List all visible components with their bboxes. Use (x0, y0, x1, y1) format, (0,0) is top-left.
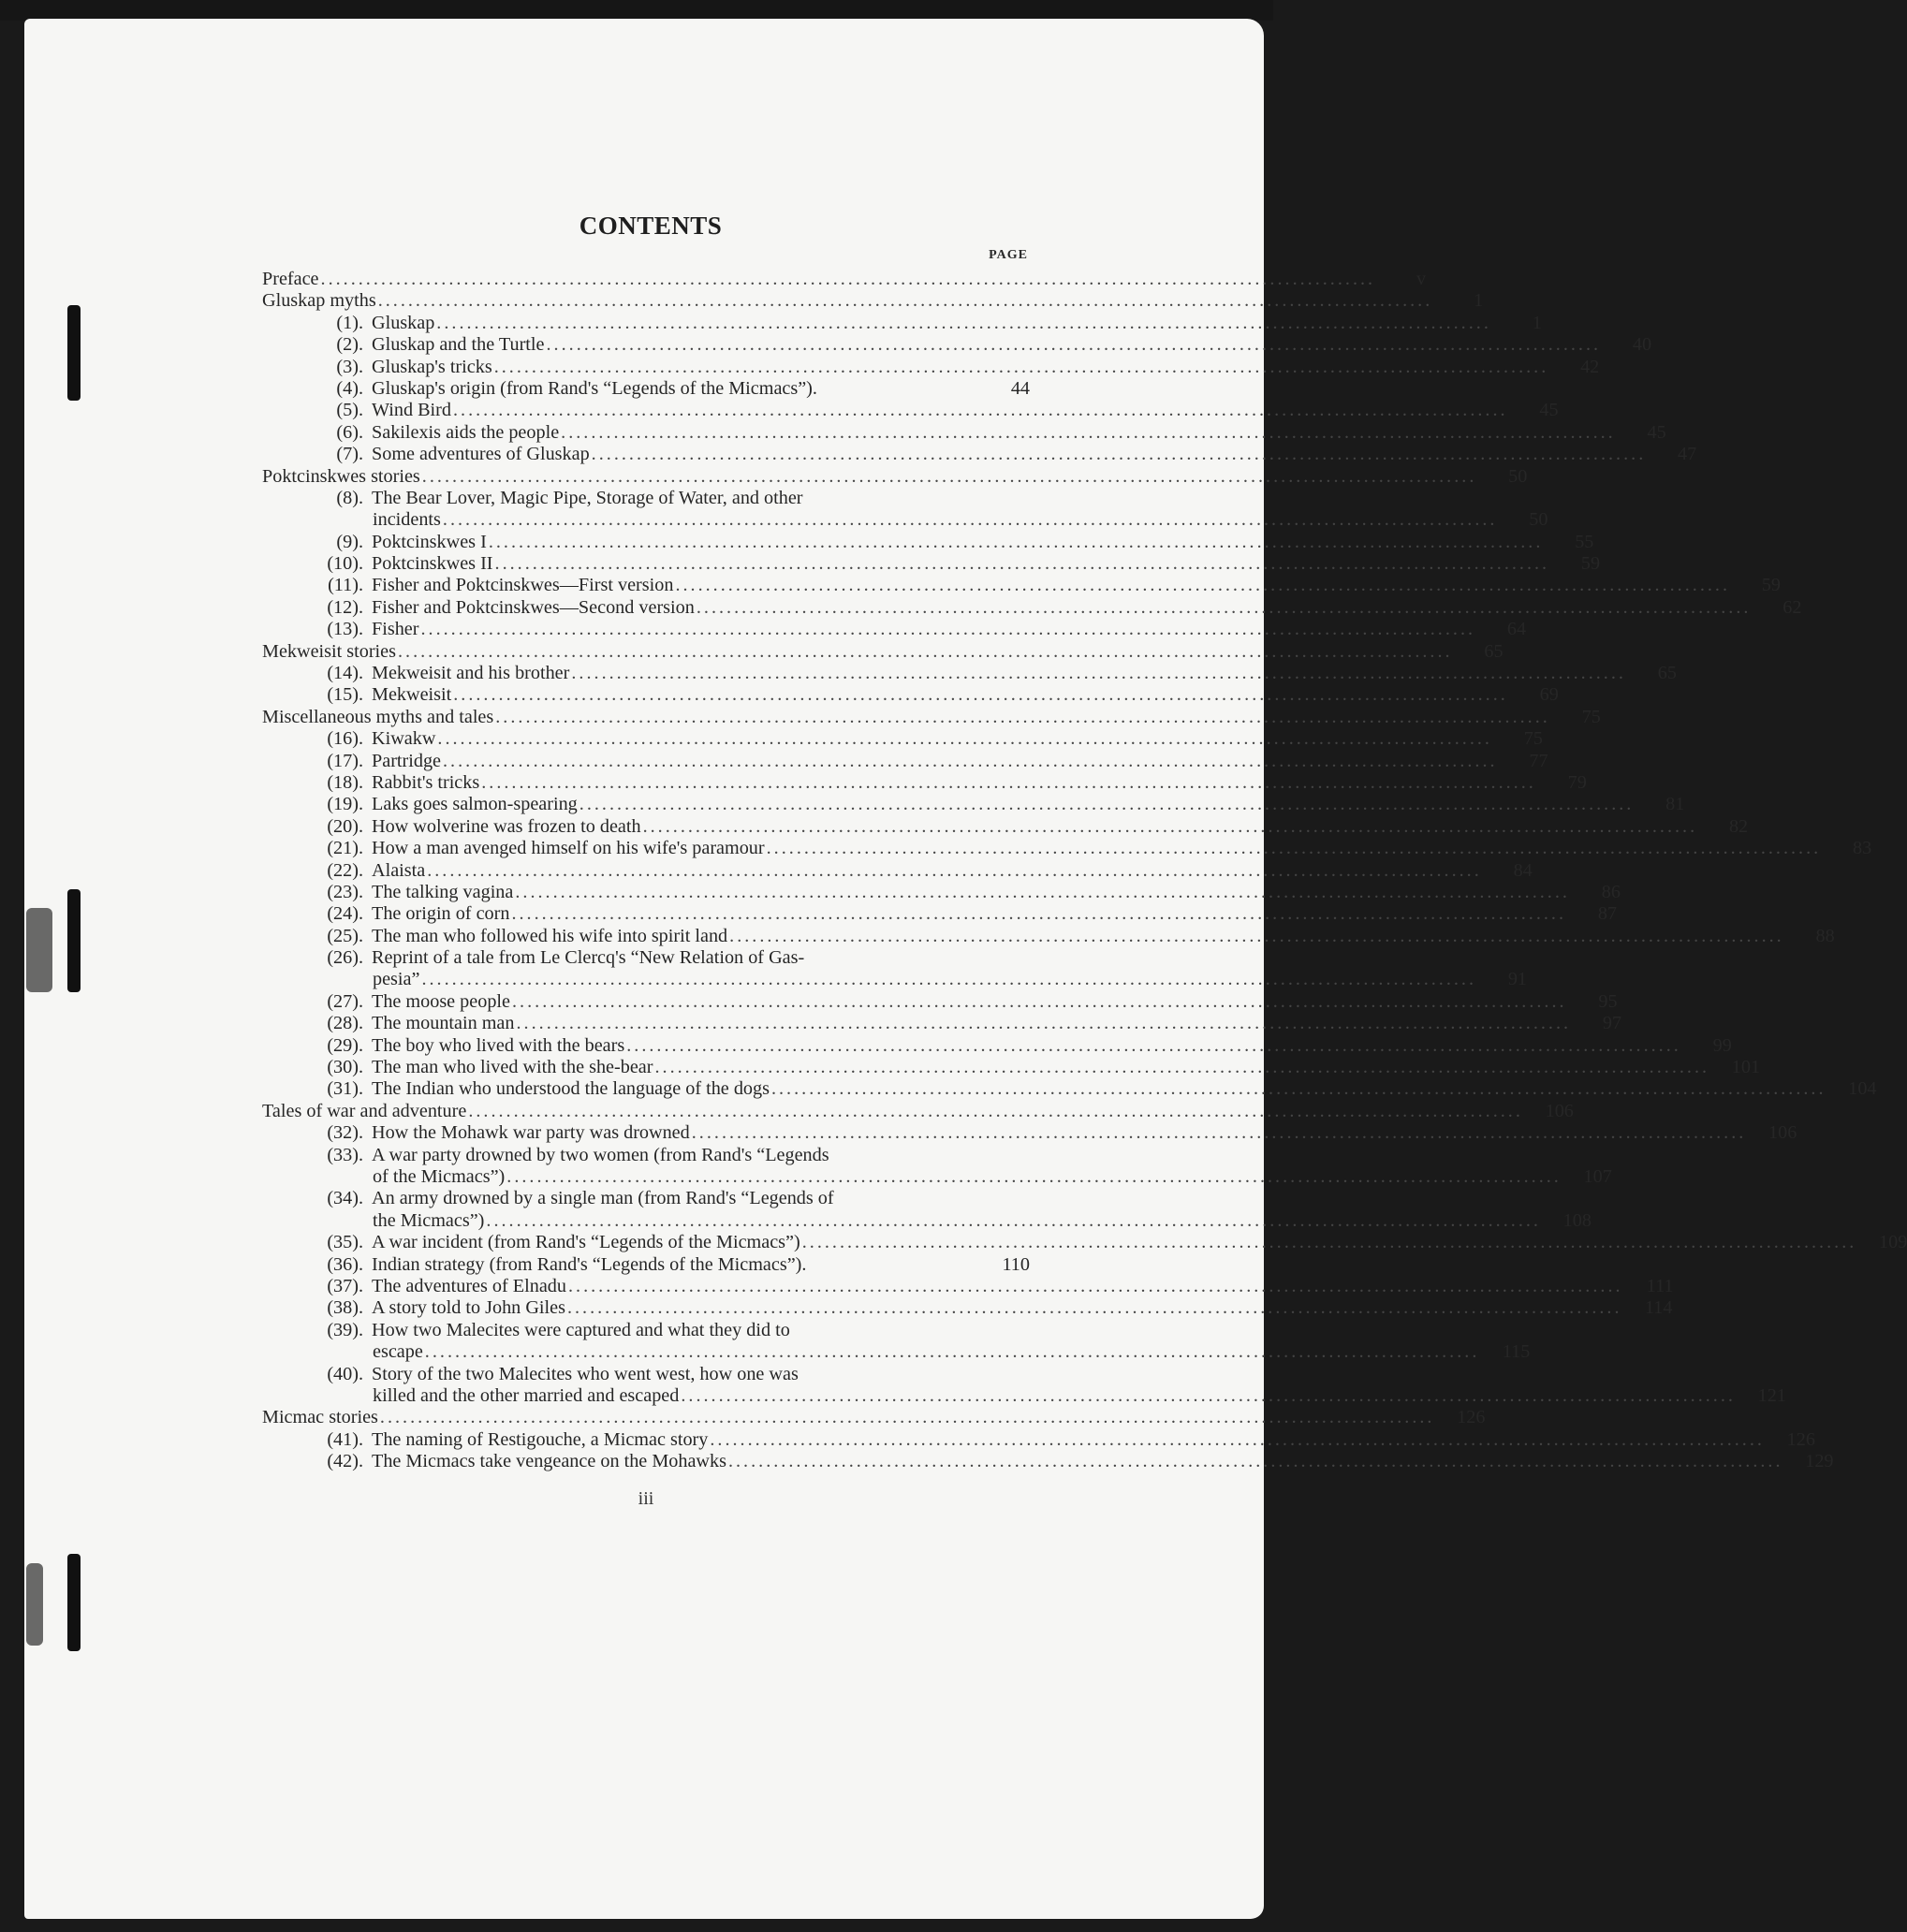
toc-dot-leader: ............................................................................................................................................ (654, 1057, 1710, 1078)
toc-dot-leader: ............................................................................................................................................ (453, 684, 1508, 706)
toc-dot-leader: ............................................................................................................................................ (766, 838, 1822, 859)
toc-item-row (262, 531, 1594, 553)
toc-item-row (262, 1232, 1907, 1253)
toc-item-row (262, 400, 1559, 421)
toc-item-row (262, 684, 1559, 706)
toc-dot-leader: ............................................................................................................................................ (696, 596, 1752, 618)
toc-entry-title: Alaista (372, 859, 426, 881)
toc-dot-leader: ............................................................................................................................................ (801, 1232, 1857, 1253)
toc-entry-title: Mekweisit stories (262, 640, 396, 662)
page-column-label: PAGE (989, 248, 1028, 262)
toc-page-number: 88 (1815, 925, 1835, 946)
toc-page-number: 97 (1602, 1013, 1622, 1034)
toc-dot-leader: ............................................................................................................................................ (320, 268, 1376, 289)
toc-entry-number: (18). (327, 771, 363, 793)
toc-section-row (262, 465, 1528, 488)
toc-entry-title: How wolverine was frozen to death (372, 815, 641, 837)
toc-entry-title: Poktcinskwes I (372, 531, 487, 552)
toc-entry-title: Micmac stories (262, 1407, 378, 1428)
toc-page-number: 45 (1647, 421, 1666, 443)
toc-page-number: 65 (1484, 640, 1504, 662)
toc-entry-title: Indian strategy (from Rand's “Legends of the Micmacs”). (372, 1253, 807, 1275)
toc-continuation-row (262, 1209, 1592, 1232)
toc-item-row (262, 838, 1872, 859)
toc-entry-number: (14). (327, 663, 363, 684)
toc-continuation-row (262, 1384, 1786, 1407)
toc-item-row (262, 619, 1527, 640)
toc-entry-number: (21). (327, 838, 363, 859)
toc-item-row (262, 1122, 1797, 1144)
toc-entry-number: (26). (327, 947, 363, 969)
toc-entry-title: of the Micmacs”) (373, 1166, 506, 1187)
toc-entry-number: (40). (327, 1363, 363, 1384)
toc-dot-leader: ............................................................................................................................................ (567, 1275, 1623, 1296)
toc-page-number: 79 (1567, 771, 1587, 793)
toc-section-row (262, 290, 1484, 312)
toc-entry-number: (41). (327, 1428, 363, 1450)
toc-page-number: 69 (1539, 684, 1559, 706)
toc-dot-leader: ............................................................................................................................................ (691, 1122, 1747, 1144)
toc-entry-number: (20). (327, 815, 363, 837)
toc-entry-number: (36). (327, 1253, 363, 1275)
toc-entry-title: Gluskap (372, 312, 435, 333)
toc-entry-number: (12). (327, 596, 363, 618)
toc-page-number: 115 (1502, 1341, 1531, 1363)
toc-entry-title: pesia” (373, 969, 420, 990)
toc-entry-title: Reprint of a tale from Le Clercq's “New Relation of Gas- (372, 947, 805, 969)
toc-dot-leader: ............................................................................................................................................ (424, 1341, 1480, 1363)
toc-entry-title: Kiwakw (372, 728, 436, 750)
binding-mark (67, 1554, 81, 1651)
toc-entry-title: The boy who lived with the bears (372, 1034, 625, 1056)
toc-dot-leader: ............................................................................................................................................ (436, 312, 1491, 333)
toc-entry-title: A story told to John Giles (372, 1297, 565, 1319)
toc-dot-leader: ............................................................................................................................................ (546, 334, 1602, 356)
toc-entry-title: Rabbit's tricks (372, 771, 480, 793)
toc-entry-number: (29). (327, 1034, 363, 1056)
toc-entry-title: The man who followed his wife into spirit land (372, 925, 728, 946)
toc-entry-title: An army drowned by a single man (from Rand's “Legends of (372, 1188, 834, 1209)
toc-page-number: 129 (1805, 1451, 1834, 1472)
toc-continuation-row (262, 509, 1548, 531)
toc-dot-leader: ............................................................................................................................................ (561, 421, 1616, 443)
toc-entry-title: Tales of war and adventure (262, 1100, 467, 1121)
toc-entry-title: Some adventures of Gluskap (372, 444, 590, 465)
toc-dot-leader: ............................................................................................................................................ (486, 1209, 1541, 1231)
toc-entry-title: Story of the two Malecites who went west, how one was (372, 1363, 799, 1384)
toc-entry-title: How a man avenged himself on his wife's paramour (372, 838, 765, 859)
toc-item-row (262, 1254, 1030, 1276)
toc-item-row (262, 1297, 1673, 1319)
toc-page-number: 109 (1879, 1232, 1907, 1253)
toc-item-row (262, 356, 1600, 378)
toc-page-number: 110 (1002, 1253, 1030, 1275)
toc-entry-title: The Micmacs take vengeance on the Mohawks (372, 1451, 726, 1472)
toc-page-number: 82 (1728, 815, 1749, 837)
toc-dot-leader: ............................................................................................................................................ (515, 881, 1570, 902)
toc-entry-title: incidents (373, 509, 441, 531)
toc-entry-title: Partridge (372, 750, 441, 771)
toc-entry-title: escape (373, 1341, 423, 1363)
toc-entry-title: Miscellaneous myths and tales (262, 706, 494, 727)
toc-page-number: 64 (1506, 619, 1527, 640)
toc-entry-number: (7). (336, 444, 363, 465)
toc-entry-number: (35). (327, 1232, 363, 1253)
toc-dot-leader: ............................................................................................................................................ (494, 553, 1550, 575)
toc-item-row (262, 925, 1835, 947)
toc-item-row (262, 771, 1587, 794)
toc-entry-number: (3). (336, 356, 363, 377)
toc-entry-number: (13). (327, 619, 363, 640)
toc-entry-number: (19). (327, 794, 363, 815)
toc-item-row (262, 947, 1030, 969)
toc-entry-title: How two Malecites were captured and what they did to (372, 1319, 790, 1340)
toc-item-row (262, 1057, 1761, 1078)
toc-dot-leader: ............................................................................................................................................ (377, 290, 1433, 312)
toc-entry-number: (17). (327, 750, 363, 771)
toc-dot-leader: ............................................................................................................................................ (727, 1451, 1783, 1472)
toc-entry-number: (8). (336, 487, 363, 508)
toc-item-row (262, 859, 1533, 882)
toc-entry-title: A war party drowned by two women (from Rand's “Legends (372, 1144, 829, 1165)
toc-continuation-row (262, 969, 1528, 991)
toc-entry-title: The Indian who understood the language of the dogs (372, 1078, 770, 1100)
toc-item-row (262, 1078, 1877, 1100)
toc-dot-leader: ............................................................................................................................................ (421, 969, 1477, 990)
toc-entry-title: the Micmacs”) (373, 1209, 485, 1231)
toc-dot-leader: ............................................................................................................................................ (488, 531, 1544, 552)
toc-item-row (262, 815, 1749, 838)
toc-item-row (262, 728, 1543, 750)
toc-section-row (262, 1100, 1574, 1122)
toc-page-number: 111 (1646, 1275, 1674, 1296)
toc-dot-leader: ............................................................................................................................................ (481, 771, 1536, 793)
toc-entry-title: Mekweisit (372, 684, 452, 706)
toc-entry-title: killed and the other married and escaped (373, 1384, 680, 1406)
toc-entry-title: Gluskap's origin (from Rand's “Legends of the Micmacs”). (372, 377, 817, 399)
toc-dot-leader: ............................................................................................................................................ (511, 903, 1566, 925)
toc-entry-title: Gluskap's tricks (372, 356, 492, 377)
toc-page-number: 44 (1010, 377, 1030, 399)
toc-dot-leader: ............................................................................................................................................ (397, 640, 1453, 662)
toc-item-row (262, 596, 1802, 619)
toc-entry-title: Gluskap and the Turtle (372, 334, 545, 356)
toc-page-number: 77 (1529, 750, 1548, 771)
toc-entry-number: (38). (327, 1297, 363, 1319)
toc-item-row (262, 312, 1542, 334)
toc-entry-title: The man who lived with the she-bear (372, 1057, 653, 1078)
toc-dot-leader: ............................................................................................................................................ (421, 465, 1477, 487)
toc-page-number: 59 (1761, 575, 1781, 596)
toc-entry-number: (42). (327, 1451, 363, 1472)
toc-page-number: 75 (1581, 706, 1601, 727)
toc-entry-title: A war incident (from Rand's “Legends of the Micmacs”) (372, 1232, 800, 1253)
toc-page-number: 40 (1632, 334, 1652, 356)
binding-smudge (26, 908, 52, 992)
toc-page-number: 45 (1539, 400, 1559, 421)
toc-item-row (262, 575, 1781, 596)
toc-dot-leader: ............................................................................................................................................ (770, 1078, 1826, 1100)
toc-page-number: 126 (1786, 1428, 1815, 1450)
toc-item-row (262, 1275, 1674, 1297)
toc-continuation-row (262, 1341, 1531, 1363)
toc-entry-number: (11). (328, 575, 363, 596)
toc-item-row (262, 1013, 1622, 1034)
toc-entry-title: Mekweisit and his brother (372, 663, 570, 684)
toc-dot-leader: ............................................................................................................................................ (506, 1166, 1562, 1187)
table-of-contents (262, 268, 1907, 1472)
binding-mark (67, 305, 81, 401)
toc-dot-leader: ............................................................................................................................................ (437, 728, 1492, 750)
toc-entry-number: (31). (327, 1078, 363, 1100)
toc-entry-title: The talking vagina (372, 881, 514, 902)
toc-entry-title: Wind Bird (372, 400, 451, 421)
toc-entry-title: The origin of corn (372, 903, 510, 925)
toc-dot-leader: ............................................................................................................................................ (516, 1013, 1572, 1034)
toc-item-row (262, 378, 1030, 400)
toc-page-number: 95 (1598, 990, 1618, 1012)
toc-entry-number: (24). (327, 903, 363, 925)
toc-dot-leader: ............................................................................................................................................ (710, 1428, 1765, 1450)
toc-page-number: 114 (1644, 1297, 1673, 1319)
toc-item-row (262, 553, 1601, 575)
toc-dot-leader: ............................................................................................................................................ (681, 1384, 1736, 1406)
toc-item-row (262, 488, 1030, 509)
page-folio: iii (638, 1488, 654, 1509)
toc-page-number: 1 (1474, 290, 1484, 312)
toc-entry-number: (15). (327, 684, 363, 706)
toc-entry-number: (6). (336, 421, 363, 443)
toc-dot-leader: ............................................................................................................................................ (675, 575, 1730, 596)
toc-page-number: 75 (1523, 728, 1543, 750)
toc-section-row (262, 268, 1427, 290)
toc-entry-number: (5). (336, 400, 363, 421)
toc-entry-title: How the Mohawk war party was drowned (372, 1122, 690, 1144)
toc-dot-leader: ............................................................................................................................................ (493, 356, 1549, 377)
toc-dot-leader: ............................................................................................................................................ (566, 1297, 1622, 1319)
toc-dot-leader: ............................................................................................................................................ (427, 859, 1482, 881)
binding-smudge (26, 1563, 43, 1646)
toc-dot-leader: ............................................................................................................................................ (626, 1034, 1681, 1056)
toc-page-number: 108 (1562, 1209, 1592, 1231)
toc-entry-title: Laks goes salmon-spearing (372, 794, 578, 815)
toc-item-row (262, 1188, 1030, 1209)
toc-entry-number: (16). (327, 728, 363, 750)
toc-item-row (262, 903, 1617, 925)
toc-entry-title: The moose people (372, 990, 510, 1012)
toc-entry-number: (10). (327, 553, 363, 575)
toc-entry-number: (25). (327, 925, 363, 946)
toc-page-number: 81 (1665, 794, 1685, 815)
toc-entry-title: Preface (262, 268, 319, 289)
toc-entry-number: (27). (327, 990, 363, 1012)
toc-entry-title: The adventures of Elnadu (372, 1275, 566, 1296)
toc-dot-leader: ............................................................................................................................................ (468, 1100, 1523, 1121)
toc-dot-leader: ............................................................................................................................................ (452, 400, 1508, 421)
toc-dot-leader: ............................................................................................................................................ (579, 794, 1635, 815)
toc-entry-title: Gluskap myths (262, 290, 376, 312)
toc-page-number: 65 (1657, 663, 1677, 684)
toc-entry-number: (2). (336, 334, 363, 356)
toc-entry-title: Fisher (372, 619, 419, 640)
toc-entry-number: (39). (327, 1319, 363, 1340)
toc-item-row (262, 334, 1652, 356)
toc-item-row (262, 1364, 1030, 1385)
toc-item-row (262, 881, 1621, 903)
toc-dot-leader: ............................................................................................................................................ (571, 663, 1626, 684)
scan-background-top (0, 0, 1273, 21)
toc-item-row (262, 750, 1548, 772)
contents-heading: CONTENTS (579, 212, 723, 240)
toc-item-row (262, 794, 1685, 815)
toc-item-row (262, 1145, 1030, 1166)
toc-page-number: 62 (1782, 596, 1802, 618)
toc-page-number: 91 (1507, 969, 1528, 990)
toc-page-number: 59 (1580, 553, 1601, 575)
toc-dot-leader: ............................................................................................................................................ (512, 990, 1567, 1012)
toc-page-number: v (1416, 268, 1427, 289)
toc-page-number: 47 (1678, 444, 1697, 465)
toc-page-number: 106 (1768, 1122, 1797, 1144)
toc-item-row (262, 1451, 1834, 1472)
toc-entry-number: (4). (336, 377, 363, 399)
toc-item-row (262, 1034, 1732, 1057)
toc-item-row (262, 663, 1677, 684)
toc-page-number: 84 (1513, 859, 1533, 881)
toc-page-number: 126 (1457, 1407, 1486, 1428)
toc-page-number: 87 (1597, 903, 1617, 925)
toc-page-number: 86 (1601, 881, 1621, 902)
toc-page-number: 50 (1529, 509, 1548, 531)
toc-page-number: 99 (1712, 1034, 1732, 1056)
toc-dot-leader: ............................................................................................................................................ (642, 815, 1698, 837)
toc-entry-number: (37). (327, 1275, 363, 1296)
toc-item-row (262, 990, 1618, 1013)
toc-section-row (262, 706, 1601, 728)
toc-item-row (262, 1428, 1815, 1451)
toc-dot-leader: ............................................................................................................................................ (495, 706, 1550, 727)
toc-entry-title: Fisher and Poktcinskwes—First version (372, 575, 674, 596)
toc-dot-leader: ............................................................................................................................................ (591, 444, 1647, 465)
toc-entry-number: (32). (327, 1122, 363, 1144)
toc-continuation-row (262, 1166, 1612, 1188)
binding-mark (67, 889, 81, 992)
toc-section-row (262, 640, 1504, 663)
toc-entry-number: (33). (327, 1144, 363, 1165)
toc-page-number: 101 (1731, 1057, 1761, 1078)
toc-entry-number: (28). (327, 1013, 363, 1034)
toc-page-number: 50 (1508, 465, 1528, 487)
toc-entry-number: (1). (336, 312, 363, 333)
toc-entry-number: (30). (327, 1057, 363, 1078)
toc-entry-title: The naming of Restigouche, a Micmac story (372, 1428, 709, 1450)
toc-page-number: 83 (1853, 838, 1872, 859)
toc-section-row (262, 1407, 1486, 1428)
toc-dot-leader: ............................................................................................................................................ (443, 750, 1498, 771)
toc-entry-title: The mountain man (372, 1013, 515, 1034)
toc-entry-title: Poktcinskwes II (372, 553, 493, 575)
toc-page-number: 42 (1580, 356, 1600, 377)
toc-page-number: 107 (1583, 1166, 1612, 1187)
contents-block (262, 212, 1907, 1472)
toc-entry-number: (23). (327, 881, 363, 902)
toc-entry-number: (9). (336, 531, 363, 552)
toc-item-row (262, 444, 1697, 465)
toc-entry-title: Poktcinskwes stories (262, 465, 420, 487)
toc-entry-title: The Bear Lover, Magic Pipe, Storage of Water, and other (372, 487, 803, 508)
toc-dot-leader: ............................................................................................................................................ (420, 619, 1476, 640)
toc-page-number: 106 (1545, 1100, 1574, 1121)
toc-entry-title: Fisher and Poktcinskwes—Second version (372, 596, 695, 618)
toc-page-number: 104 (1848, 1078, 1877, 1100)
toc-item-row (262, 1320, 1030, 1341)
toc-page-number: 1 (1532, 312, 1542, 333)
toc-dot-leader: ............................................................................................................................................ (729, 925, 1784, 946)
toc-item-row (262, 421, 1666, 444)
toc-page-number: 55 (1575, 531, 1594, 552)
toc-page-number: 121 (1757, 1384, 1786, 1406)
toc-entry-number: (22). (327, 859, 363, 881)
toc-dot-leader: ............................................................................................................................................ (442, 509, 1498, 531)
toc-entry-number: (34). (327, 1188, 363, 1209)
toc-entry-title: Sakilexis aids the people (372, 421, 560, 443)
toc-dot-leader: ............................................................................................................................................ (379, 1407, 1435, 1428)
